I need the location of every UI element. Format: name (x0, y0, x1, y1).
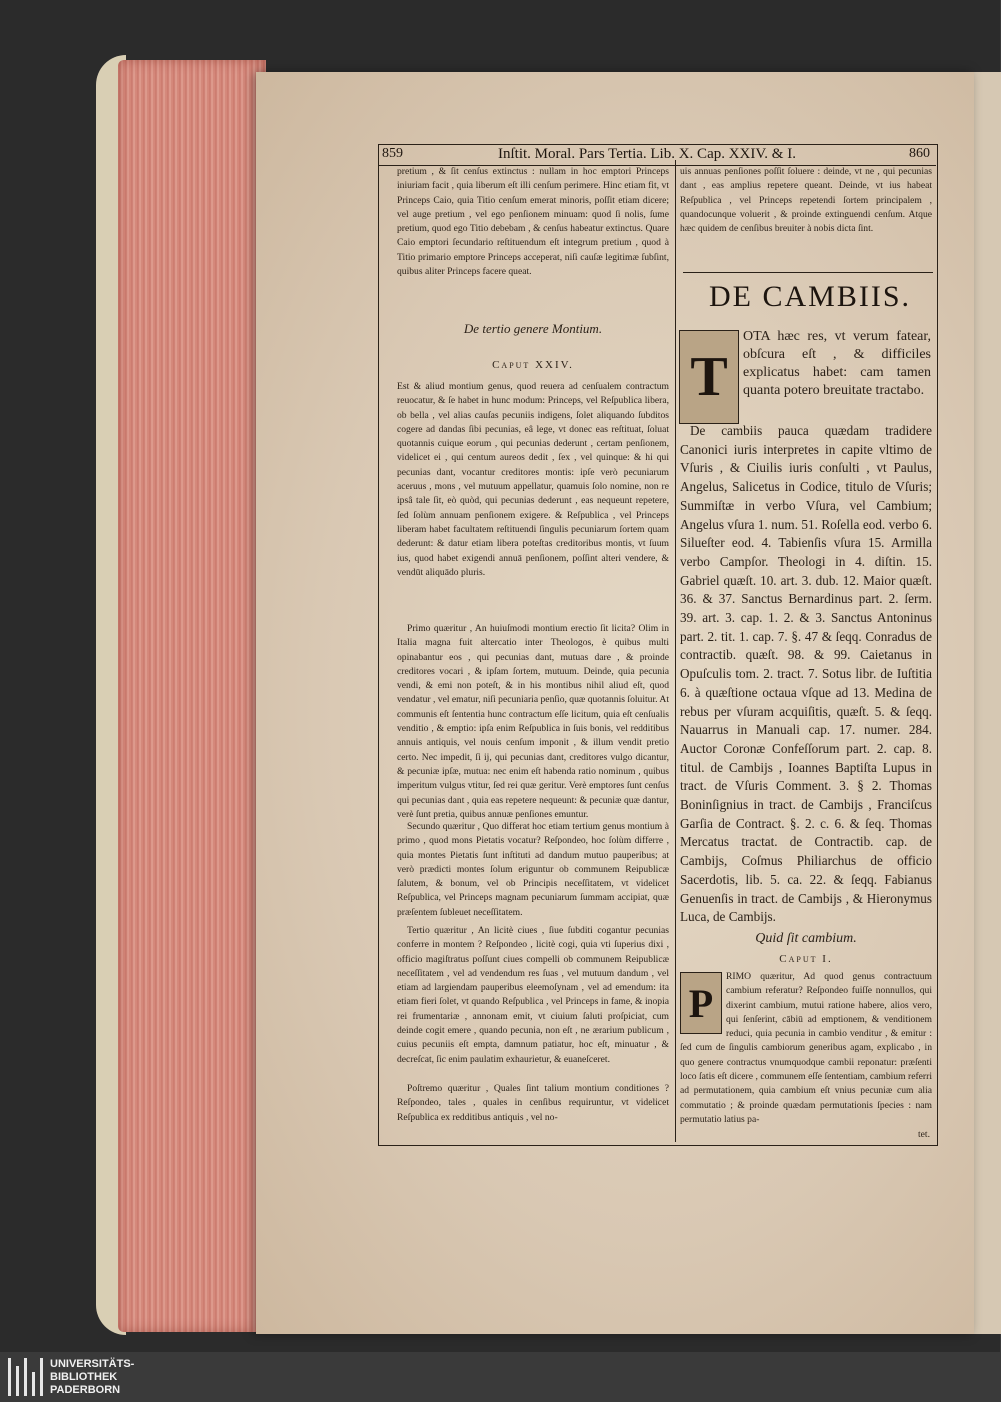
main-title: DE CAMBIIS. (708, 280, 911, 313)
left-section-title: De tertio genere Montium. (463, 321, 603, 336)
page-block-edge (118, 60, 266, 1332)
left-paragraph-3: Secundo quæritur , Quo differat hoc etiam tertium genus montium à primo , quod mons Pietatis vocatur? Reſpondeo, hoc ſolùm differre , quia montes Pietatis ſunt inſtituti ad dandum mutuo pauperibus; at verò prædicti montes ſolum eriguntur ob communem Reipublicæ ſalutem, & bonum, vel ob Principis neceſſitatem, vt videlicet Reſpublica, vel Princeps magnam pecuniarum ſummam accipiat, quæ præſentem ſubleuet neceſſitatem. (397, 821, 669, 918)
left-paragraph-2: Primo quæritur , An huiuſmodi montium erectio ſit licita? Olim in Italia magna fuit altercatio inter Theologos, è quibus multi opinabantur eos , qui pecunias dant, mutuas dare , & proinde creditores vocari , & ipſam ſortem, mutuum. Deinde, quia pecunia vendi, & emi non poteſt, & in his montibus nihil aliud eſt, quod vendatur , vel ematur, niſi pecuniaria penſio, quæ quotannis ſoluitur. At communis eſt ſententia hunc contractum eſſe licitum, quia eſt cenſualis venditio , & emptio: ipſa enim Reſpublica in ſuis bonis, vel redditibus annuis antiquis, vel nouis cenſum imponit , & illum vendit pretio certo. Nec impedit, ſi ij, qui pecunias dant, creditores vulgo dicantur, & pecuniæ ipſæ, mutua: nec enim eſt habenda ratio nominum , quibus imperitum vulgus vtitur, ſed rei quæ geritur. Verè emptores ſunt cenſus qui pecunias dant , quia eas repetere nequeunt: & pecuniæ quæ dantur, verè ſunt pretia, quibus annuæ penſiones emuntur. (397, 623, 669, 820)
right-paragraph-1 (680, 970, 932, 1130)
catchword: tet. (918, 1129, 930, 1140)
left-paragraph-1: Est & aliud montium genus, quod reuera ad cenſualem contractum reuocatur, & ſe habet in hunc modum: Princeps, vel Reſpublica libera, ob bella , vel alias cauſas pecuniis indigens, ſolet aliquando ſubditos cogere ad dandas ſibi pecunias, eâ lege, vt donec eas reſtituat, ſoluat quotannis cuique eorum , qui pecunias dederunt , certam penſionem, videlicet ei , qui centum aureos dedit , ſex , vel quinque: & hi qui pecunias dant, vocantur creditores montis: ipſe verò pecuniarum aceruus , mons , vel mutuum appellatur, quamuis ſolo nomine, non re ipsâ tale ſit, eò quòd, qui pecunias dederunt , eas nequeunt repetere, ſed ſolùm annuam penſionem exigere. & Reſpublica , vel Princeps liberam habet facultatem reſtituendi ſingulis pecuniarum ſortem quam dederunt: & datur etiam libera poteſtas creditoribus montis, vt ſuum ius, quod habet exigendi annuā penſionem, poſſint alteri vendere, & vendūt aliquādo pluris. (397, 381, 669, 578)
logo-text-line-2: BIBLIOTHEK (50, 1371, 118, 1383)
right-chapter-heading: Caput I. (779, 953, 833, 965)
logo-bar (8, 1358, 11, 1396)
logo-bar (32, 1372, 35, 1396)
right-paragraph-1-text: RIMO quæritur, Ad quod genus contractuum cambium referatur? Reſpondeo fuiſſe nonnullos, qui dixerint cambium, mutui ratione habere, alios vero, qui ſenſerint, cābiū ad emptionem, & venditionem reduci, quia pecunia in cambio venditur , & emitur : ſed cum de ſingulis cambiorum generibus agam, explicabo , in quo genere contractus vnumquodque cambii reponatur: præſenti loco ſatis eſt dicere , communem eſſe ſententiam, cambium referri ad permutationem, quia cambium eſt vnius pecuniæ cum alia commutatio ; & proinde quædam permutationis ſpecies : nam permutatio latius pa- (680, 971, 932, 1125)
library-logo-icon (8, 1358, 43, 1396)
logo-bar (24, 1358, 27, 1396)
right-section-title: Quid ſit cambium. (755, 931, 857, 946)
dropcap-spacer (680, 970, 726, 1036)
running-header (378, 145, 936, 166)
left-paragraph-4: Tertio quæritur , An licitè ciues , ſiue ſubditi cogantur pecunias conferre in montem ? Reſpondeo , licitè cogi, quia vti ſuperius dixi , officio magiſtratus poſſunt ciues compelli ob communem Reipublicæ neceſſitatem , vel ad vendendum res ſuas , vel mutuum dandum , vel etiam ad largiendam pauperibus eleemoſynam , vel ad emendum: ita etiam fieri ſolet, vt quando Reſpublica , vel Princeps in fame, & inopia rei frumentariæ , annonam emit, vt ciuium ſaluti proſpiciat, cum deinde cogit emere , quando pecunia, non eſt , ne ærarium publicum , cuius pecuniis eſt empta, damnum patiatur, hoc eſt, minuatur , & decreſcat, ſic enim paulatim exhaurietur, & euaneſceret. (397, 925, 669, 1065)
left-paragraph-5: Poſtremo quæritur , Quales ſint talium montium conditiones ? Reſpondeo, tales , quales in cenſibus requiruntur, vt videlicet Reſpublica ex redditibus antiquis , vel no- (397, 1083, 669, 1123)
logo-text-line-3: PADERBORN (50, 1384, 121, 1396)
authorities-paragraph: De cambiis pauca quædam tradidere Canonici iuris interpretes in capite vltimo de Vſuris , & Ciuilis iuris conſulti , vt Paulus, Angelus, Salicetus in Codice, titulo de Vſuris; Summiſtæ in verbo Vſura, vel Cambium; Angelus vſura 1. num. 51. Roſella eod. verbo 6. Silueſter eod. 4. Tabienſis vſura 15. Armilla verbo Campſor. Theologi in 4. diſtin. 15. Gabriel quæſt. 10. art. 3. dub. 12. Maior quæſt. 36. & 37. Sanctus Bernardinus part. 2. ſerm. 39. art. 3. cap. 1. 2. & 3. Sanctus Antoninus part. 2. tit. 1. cap. 7. §. 47 & ſeqq. Conradus de contractib. quæſt. 98. & 99. Caietanus in Opuſculis tom. 2. tract. 7. Sotus libr. de Iuſtitia 6. à quæſtione octaua vſque ad 13. Medina de rebus per vſuram acquiſitis, quæſt. 5. & ſeqq. Nauarrus in Manuali cap. 17. numer. 284. Auctor Coronæ Confeſſorum part. 2. cap. 8. titul. de Cambijs , Ioannes Baptiſta Lupus in tract. de Vſuris Comment. 3. § 2. Thomas Boninſignius in tract. de Cambijs , Franciſcus Garſia de Contract. §. 2. c. 6. & ſeq. Thomas Mercatus tractat. de Contractib. cap. de Cambijs, Coſmus Philiarchus de officio Sacerdotis, lib. 5. ca. 22. & ſeqq. Fabianus Genuenſis in tract. de Cambijs , & Hieronymus Luca, de Cambijs. (680, 423, 932, 925)
intro-paragraph: OTA hæc res, vt verum fatear, obſcura eſt , & difficiles explicatus habet: cam tamen quanta potero breuitate tractabo. (743, 329, 931, 398)
right-paragraph-top: uis annuas penſiones poſſit ſoluere : deinde, vt ne , qui pecunias dant , eas amplius repetere queant. Deinde, vt ius habeat Reſpublica , vel Princeps repetendi ſortem principalem , quandocunque voluerit , & proinde extinguendi cenſum. Atque hæc quidem de cenſibus breuiter à nobis dicta ſint. (680, 166, 932, 235)
column-divider (675, 160, 676, 1142)
section-rule (683, 272, 933, 273)
left-paragraph-top: pretium , & ſit cenſus extinctus : nullam in hoc emptori Princeps iniuriam facit , quia liberum eſt illi cenſum perimere. Hinc etiam fit, vt Princeps Caio, quia Titio cenſum emerat minoris, poſſit etiam dicere; vel auge pretium , vel ego penſionem minuam: quod ſi nolis, ſume pretium, quod ego Titio debebam , & cenſus habeatur extinctus. Quare Caio emptori ſecundario reſtituendum eſt integrum pretium , quod à Titio primario emptore Princeps acceperat, niſi cauſæ legitimæ ſubſint, quibus aliter Princeps facere queat. (397, 166, 669, 278)
left-chapter-heading: Caput XXIV. (492, 359, 574, 371)
page-number-left: 859 (382, 146, 403, 161)
logo-text-line-1: UNIVERSITÄTS- (50, 1358, 135, 1370)
decorated-initial-T: T (679, 330, 739, 424)
running-title: Inſtit. Moral. Pars Tertia. Lib. X. Cap. XXIV. & I. (498, 146, 796, 162)
page-number-right: 860 (909, 146, 930, 161)
decorated-initial-P: P (680, 972, 722, 1034)
logo-bar (40, 1358, 43, 1396)
footer-bar (0, 1352, 1000, 1402)
logo-bar (16, 1366, 19, 1396)
